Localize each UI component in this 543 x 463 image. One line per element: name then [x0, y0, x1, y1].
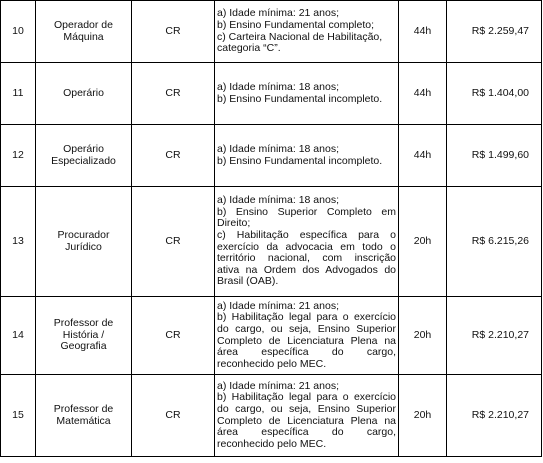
carga-horaria-cell: 44h: [399, 1, 447, 63]
cargo-name: Procurador Jurídico: [57, 228, 110, 253]
vagas-cell: CR: [132, 1, 215, 63]
salario-cell: R$ 2.210,27: [447, 297, 542, 375]
carga-horaria-cell: 20h: [399, 375, 447, 457]
salario-cell: R$ 2.210,27: [447, 375, 542, 457]
requisito-line: categoria “C”.: [217, 42, 281, 55]
salario-cell: R$ 6.215,26: [447, 187, 542, 297]
table-row: [1, 375, 542, 457]
requisitos-cell: [215, 63, 399, 125]
salario-cell: R$ 1.404,00: [447, 63, 542, 125]
requisitos-cell: [215, 125, 399, 187]
requisito-line: c) Habilitação específica para o: [217, 228, 396, 241]
requisitos-cell: [215, 1, 399, 63]
carga-horaria-cell: 44h: [399, 125, 447, 187]
carga-horaria-cell: 20h: [399, 297, 447, 375]
requisito-line: a) Idade mínima: 21 anos;: [217, 7, 339, 20]
table-row: [1, 1, 542, 63]
cargo-cell: [36, 297, 132, 375]
requisito-line: Brasil (OAB).: [217, 275, 279, 288]
requisito-line: área específica do cargo,: [217, 426, 396, 439]
table-row: [1, 297, 542, 375]
row-number: 10: [1, 1, 36, 63]
vagas-cell: CR: [132, 125, 215, 187]
cargo-cell: [36, 375, 132, 457]
cargo-name: Operário Especializado: [51, 142, 116, 167]
table-row: [1, 125, 542, 187]
requisito-line: área específica do cargo,: [217, 346, 396, 359]
requisito-line: b) Ensino Fundamental incompleto.: [217, 92, 383, 105]
requisito-line: c) Carteira Nacional de Habilitação,: [217, 30, 383, 43]
table-row: [1, 187, 542, 297]
requisito-line: Completo de Licenciatura Plena na: [217, 414, 396, 427]
requisito-line: reconhecido pelo MEC.: [217, 357, 327, 370]
requisito-line: reconhecido pelo MEC.: [217, 437, 327, 450]
requisito-line: b) Ensino Superior Completo em: [217, 205, 396, 218]
cargo-cell: [36, 187, 132, 297]
cargo-name: Operador de Máquina: [54, 18, 113, 43]
cargo-name: Professor de Matemática: [53, 402, 114, 427]
requisito-line: a) Idade mínima: 18 anos;: [217, 80, 339, 93]
vagas-cell: CR: [132, 63, 215, 125]
salario-cell: R$ 1.499,60: [447, 125, 542, 187]
table-row: [1, 63, 542, 125]
requisito-line: a) Idade mínima: 18 anos;: [217, 194, 339, 207]
vagas-cell: CR: [132, 297, 215, 375]
carga-horaria-cell: 44h: [399, 63, 447, 125]
requisitos-cell: [215, 375, 399, 457]
cargo-name: Operário: [63, 86, 104, 99]
cargo-cell: [36, 125, 132, 187]
row-number: 14: [1, 297, 36, 375]
cargo-cell: [36, 63, 132, 125]
requisito-line: do cargo, ou seja, Ensino Superior: [217, 402, 396, 415]
requisito-line: b) Habilitação legal para o exercício: [217, 391, 396, 404]
row-number: 13: [1, 187, 36, 297]
requisitos-cell: [215, 187, 399, 297]
requisito-line: a) Idade mínima: 21 anos;: [217, 379, 339, 392]
cargo-cell: [36, 1, 132, 63]
row-number: 15: [1, 375, 36, 457]
salario-cell: R$ 2.259,47: [447, 1, 542, 63]
requisito-line: b) Habilitação legal para o exercício: [217, 311, 396, 324]
cargo-name: Professor de História / Geografia: [53, 317, 114, 353]
requisito-line: b) Ensino Fundamental incompleto.: [217, 154, 383, 167]
vagas-cell: CR: [132, 375, 215, 457]
table-body: [1, 1, 542, 457]
requisito-line: território nacional, com inscrição: [217, 252, 396, 265]
row-number: 12: [1, 125, 36, 187]
vagas-cell: CR: [132, 187, 215, 297]
requisito-line: a) Idade mínima: 21 anos;: [217, 299, 339, 312]
requisito-line: Direito;: [217, 217, 251, 230]
requisito-line: a) Idade mínima: 18 anos;: [217, 142, 339, 155]
row-number: 11: [1, 63, 36, 125]
requisito-line: exercício da advocacia em todo o: [217, 240, 396, 253]
carga-horaria-cell: 20h: [399, 187, 447, 297]
requisito-line: do cargo, ou seja, Ensino Superior: [217, 322, 396, 335]
requisitos-cell: [215, 297, 399, 375]
requisito-line: ativa na Ordem dos Advogados do: [217, 263, 396, 276]
requisito-line: Completo de Licenciatura Plena na: [217, 334, 396, 347]
requisito-line: b) Ensino Fundamental completo;: [217, 18, 375, 31]
